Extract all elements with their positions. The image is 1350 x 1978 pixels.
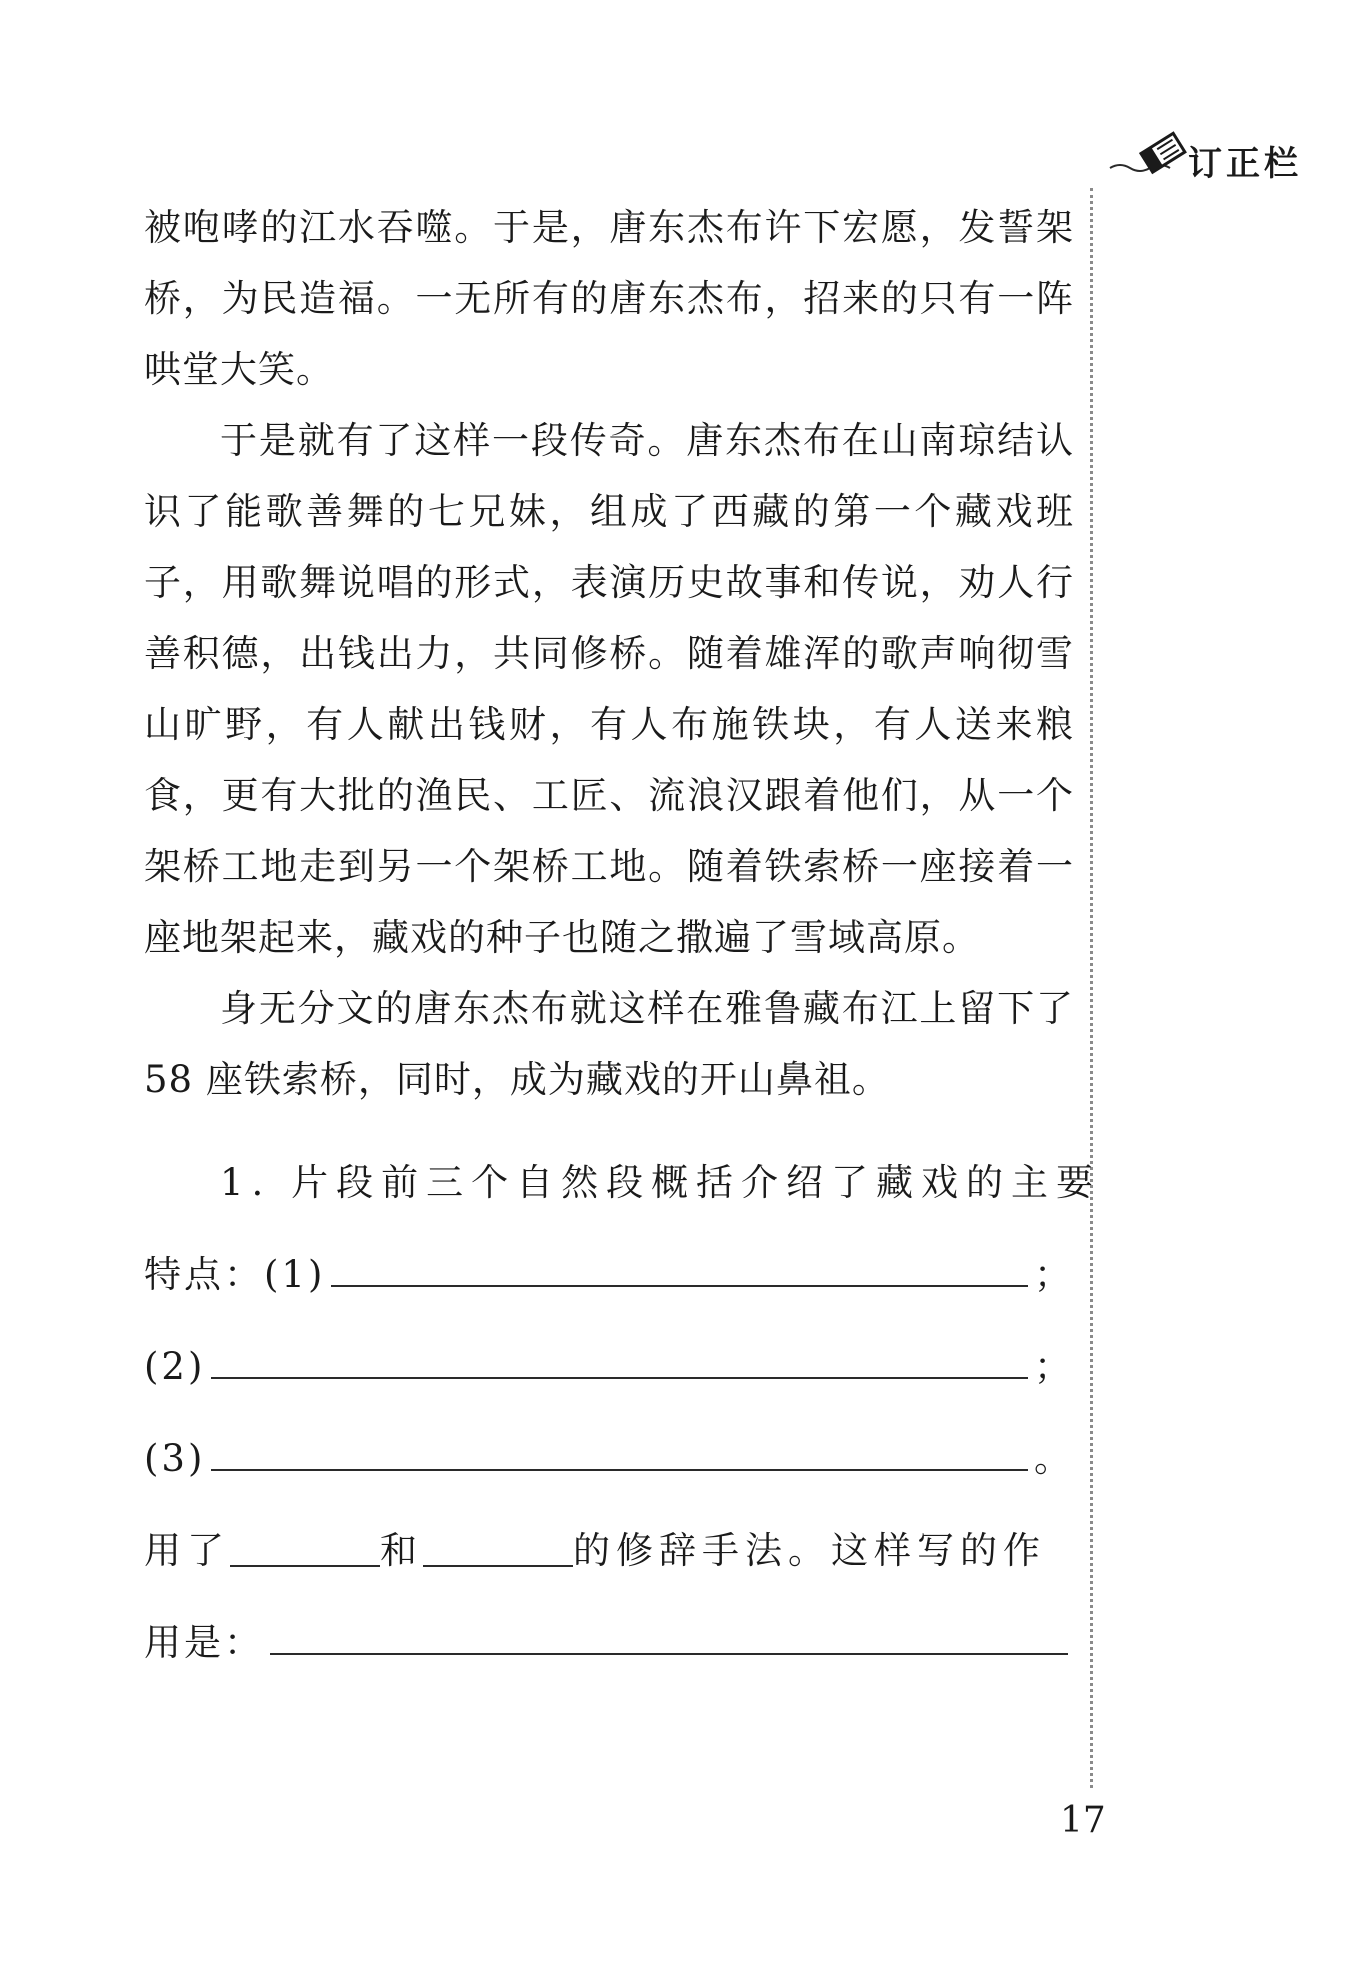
question-1-answer-row-1 bbox=[144, 1229, 1074, 1321]
question-1 bbox=[144, 1137, 1102, 1505]
question-1-prompt: 1. 片段前三个自然段概括介绍了藏戏的主要 bbox=[220, 1161, 1102, 1204]
passage-paragraph-2: 于是就有了这样一段传奇。唐东杰布在山南琼结认识了能歌善舞的七兄妹，组成了西藏的第一个藏戏班子，用歌舞说唱的形式，表演历史故事和传说，劝人行善积德，出钱出力，共同修桥。随着雄浑的歌声响彻雪山旷野，有人献出钱财，有人布施铁块，有人送来粮食，更有大批的渔民、工匠、流浪汉跟着他们，从一个架桥工地走到另一个架桥工地。随着铁索桥一座接着一座地架起来，藏戏的种子也随之撒遍了雪域高原。 bbox=[144, 419, 1074, 959]
correction-column-divider bbox=[1090, 188, 1093, 1788]
correction-column-header bbox=[1108, 122, 1318, 182]
question-2-text-c: 的修辞手法。这样写的作 bbox=[573, 1529, 1046, 1572]
question-2-line-1 bbox=[144, 1505, 1074, 1597]
question-2-effect-label: 用是： bbox=[144, 1621, 264, 1664]
passage-paragraph-1: 被咆哮的江水吞噬。于是，唐东杰布许下宏愿，发誓架桥，为民造福。一无所有的唐东杰布，招来的只有一阵哄堂大笑。 bbox=[144, 206, 1074, 391]
effect-answer-blank[interactable] bbox=[270, 1613, 1068, 1655]
answer-3-punct: 。 bbox=[1034, 1437, 1074, 1480]
answer-1-punct: ； bbox=[1034, 1253, 1074, 1296]
answer-2-label: (2) bbox=[144, 1345, 206, 1388]
question-1-answer-row-3 bbox=[144, 1413, 1074, 1505]
correction-column-label: 订正栏 bbox=[1188, 144, 1302, 184]
question-2-text-a: 用了 bbox=[144, 1529, 230, 1572]
question-1-answer-row-2 bbox=[144, 1321, 1074, 1413]
answer-3-label: (3) bbox=[144, 1437, 206, 1480]
question-2-text-b: 和 bbox=[380, 1529, 423, 1572]
question-2 bbox=[144, 1505, 1074, 1689]
rhetoric-blank-1[interactable] bbox=[230, 1535, 380, 1567]
question-2-answer-row bbox=[144, 1597, 1074, 1689]
answer-1-blank[interactable] bbox=[331, 1245, 1028, 1287]
page-number: 17 bbox=[1060, 1800, 1106, 1841]
pencil-eraser-icon bbox=[1108, 122, 1198, 182]
answer-1-label: 特点：(1) bbox=[144, 1253, 326, 1296]
passage-paragraph-3: 身无分文的唐东杰布就这样在雅鲁藏布江上留下了 58 座铁索桥，同时，成为藏戏的开山鼻祖。 bbox=[144, 987, 1074, 1101]
answer-3-blank[interactable] bbox=[211, 1429, 1028, 1471]
answer-2-punct: ； bbox=[1034, 1345, 1074, 1388]
reading-passage bbox=[144, 192, 1102, 1689]
answer-2-blank[interactable] bbox=[211, 1337, 1028, 1379]
rhetoric-blank-2[interactable] bbox=[423, 1535, 573, 1567]
